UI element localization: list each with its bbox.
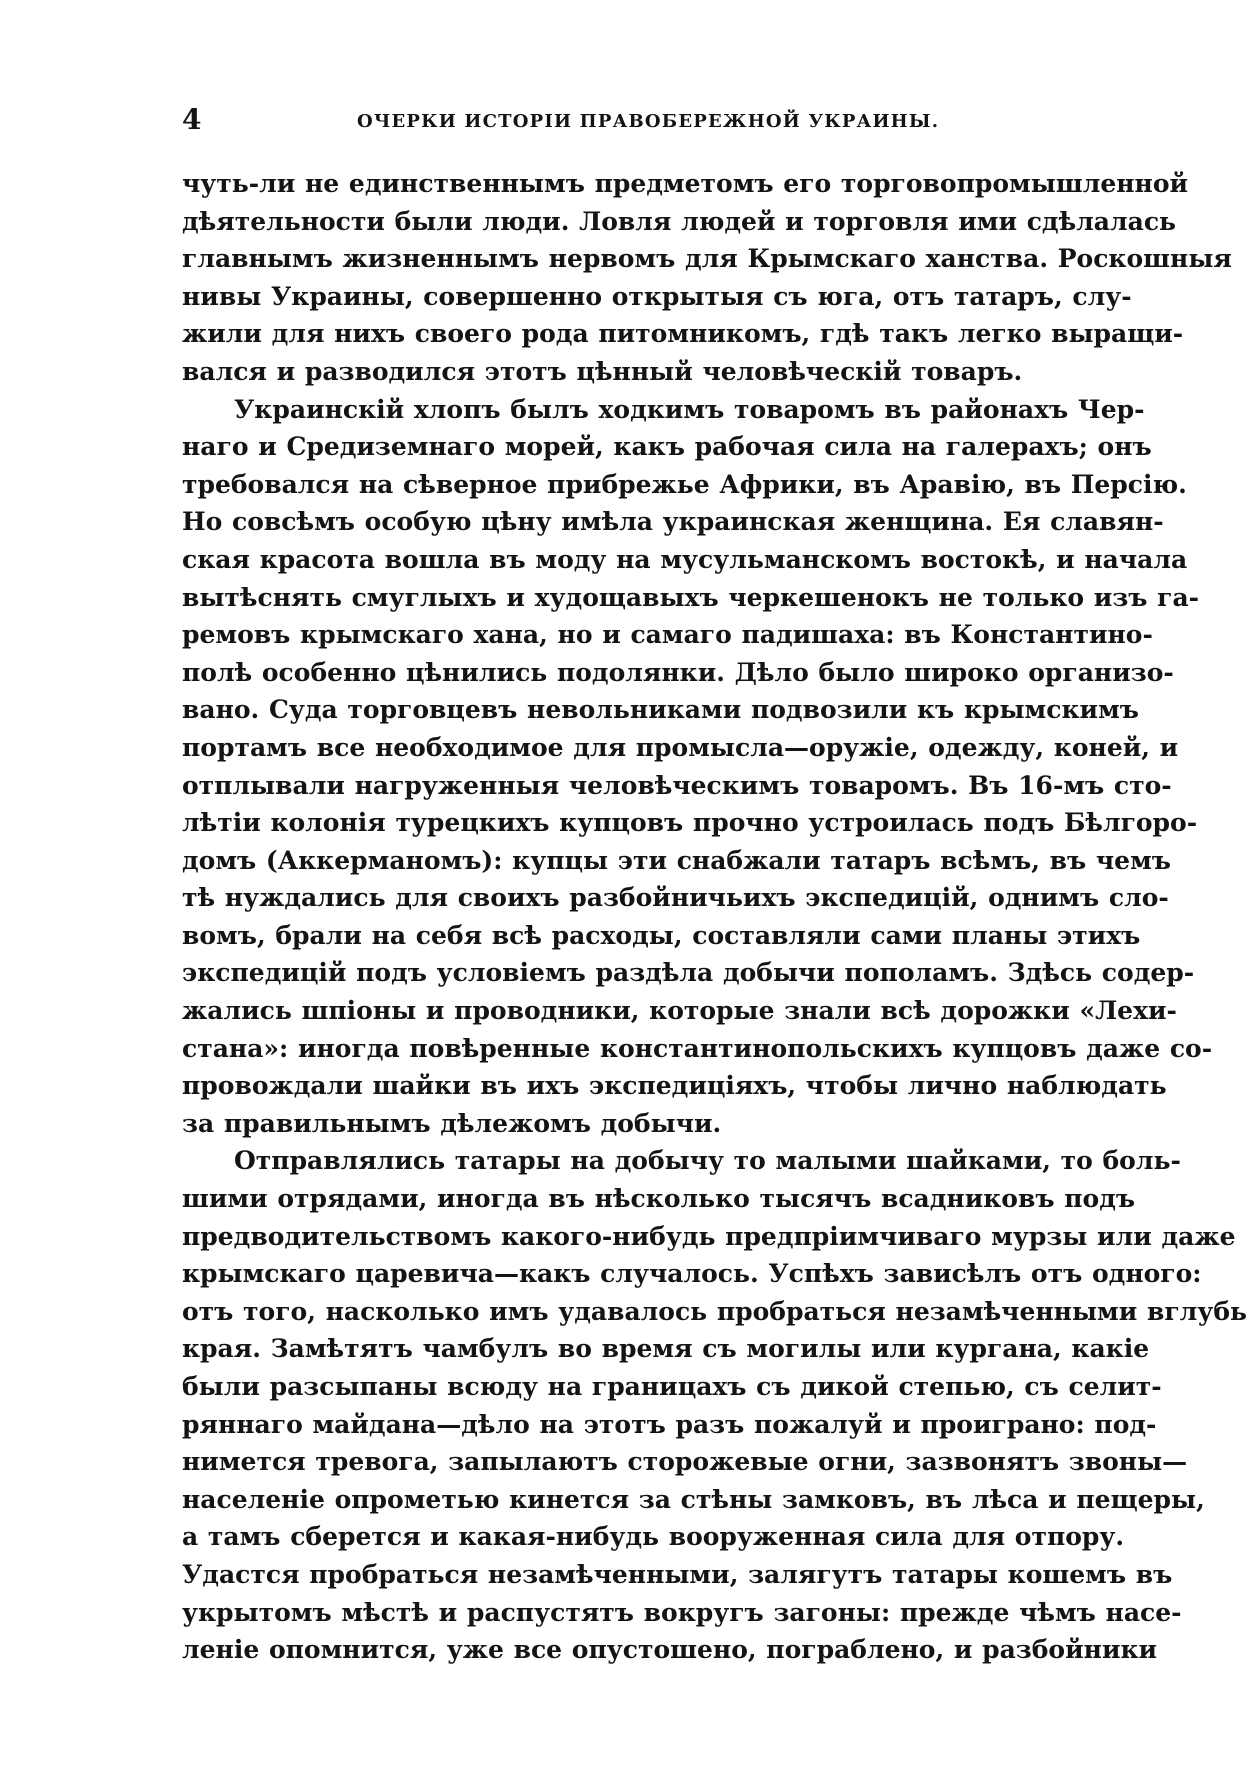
- text-line: нимется тревога, запылаютъ сторожевые огни, зазвонятъ звоны—: [182, 1447, 1188, 1477]
- text-line: укрытомъ мѣстѣ и распустятъ вокругъ загоны: прежде чѣмъ насе-: [182, 1597, 1182, 1627]
- paragraph: [182, 391, 1213, 1143]
- page-header: [182, 100, 1082, 140]
- text-line: предводительствомъ какого-нибудь предпріимчиваго мурзы или даже: [182, 1221, 1236, 1251]
- text-line: чуть-ли не единственнымъ предметомъ его торговопромышленной: [182, 169, 1189, 198]
- text-line: ремовъ крымскаго хана, но и самаго падишаха: въ Константино-: [182, 620, 1153, 650]
- text-line: требовался на сѣверное прибрежье Африки, въ Аравію, въ Персію.: [182, 469, 1187, 499]
- text-line: отъ того, насколько имъ удавалось пробраться незамѣченными вглубь: [182, 1296, 1247, 1326]
- text-body: [182, 165, 1247, 1669]
- text-line: были разсыпаны всюду на границахъ съ дикой степью, съ селит-: [182, 1372, 1162, 1401]
- text-line: наго и Средиземнаго морей, какъ рабочая сила на галерахъ; онъ: [182, 432, 1152, 462]
- text-line: полѣ особенно цѣнились подолянки. Дѣло было широко организо-: [182, 657, 1174, 687]
- text-line: провождали шайки въ ихъ экспедиціяхъ, чтобы лично наблюдать: [182, 1071, 1167, 1101]
- text-line: лѣтіи колонія турецкихъ купцовъ прочно устроилась подъ Бѣлгоро-: [182, 808, 1198, 838]
- paragraph: [182, 165, 1232, 391]
- text-line: Украинскій хлопъ былъ ходкимъ товаромъ въ районахъ Чер-: [234, 394, 1145, 424]
- text-line: за правильнымъ дѣлежомъ добычи.: [182, 1108, 722, 1138]
- text-line: Удастся пробраться незамѣченными, залягутъ татары кошемъ въ: [182, 1559, 1173, 1589]
- page-number: 4: [182, 103, 202, 136]
- text-line: Но совсѣмъ особую цѣну имѣла украинская женщина. Ея славян-: [182, 507, 1164, 537]
- text-line: края. Замѣтятъ чамбулъ во время съ могилы или кургана, какіе: [182, 1334, 1150, 1364]
- text-line: ская красота вошла въ моду на мусульманскомъ востокѣ, и начала: [182, 544, 1188, 574]
- text-line: портамъ все необходимое для промысла—оружіе, одежду, коней, и: [182, 732, 1179, 762]
- text-line: дѣятельности были люди. Ловля людей и торговля ими сдѣлалась: [182, 206, 1177, 236]
- text-line: экспедицій подъ условіемъ раздѣла добычи пополамъ. Здѣсь содер-: [182, 958, 1195, 988]
- text-line: а тамъ сберется и какая-нибудь вооруженная сила для отпору.: [182, 1522, 1125, 1552]
- text-line: леніе опомнится, уже все опустошено, пограблено, и разбойники: [182, 1635, 1158, 1665]
- text-line: вытѣснять смуглыхъ и худощавыхъ черкешенокъ не только изъ га-: [182, 582, 1200, 612]
- text-line: жили для нихъ своего рода питомникомъ, гдѣ такъ легко выращи-: [182, 319, 1184, 349]
- text-line: нивы Украины, совершенно открытыя съ юга, отъ татаръ, слу-: [182, 281, 1132, 311]
- text-line: крымскаго царевича—какъ случалось. Успѣхъ зависѣлъ отъ одного:: [182, 1259, 1202, 1289]
- text-line: домъ (Аккерманомъ): купцы эти снабжали татаръ всѣмъ, въ чемъ: [182, 845, 1171, 875]
- text-line: главнымъ жизненнымъ нервомъ для Крымскаго ханства. Роскошныя: [182, 244, 1232, 274]
- text-line: шими отрядами, иногда въ нѣсколько тысячъ всадниковъ подъ: [182, 1184, 1136, 1214]
- running-title: ОЧЕРКИ ИСТОРІИ ПРАВОБЕРЕЖНОЙ УКРАИНЫ.: [357, 111, 940, 132]
- text-line: населеніе опрометью кинется за стѣны замковъ, въ лѣса и пещеры,: [182, 1484, 1205, 1514]
- text-line: отплывали нагруженныя человѣческимъ товаромъ. Въ 16-мъ сто-: [182, 770, 1172, 800]
- text-line: стана»: иногда повѣренные константинопольскихъ купцовъ даже со-: [182, 1033, 1213, 1063]
- text-line: жались шпіоны и проводники, которые знали всѣ дорожки «Лехи-: [182, 996, 1177, 1026]
- text-line: тѣ нуждались для своихъ разбойничьихъ экспедицій, однимъ сло-: [182, 883, 1169, 913]
- text-line: вомъ, брали на себя всѣ расходы, составляли сами планы этихъ: [182, 920, 1141, 950]
- text-line: Отправлялись татары на добычу то малыми шайками, то боль-: [234, 1146, 1181, 1176]
- text-line: вался и разводился этотъ цѣнный человѣческій товаръ.: [182, 356, 1023, 386]
- paragraph: [182, 1142, 1247, 1668]
- text-line: вано. Суда торговцевъ невольниками подвозили къ крымскимъ: [182, 695, 1139, 725]
- text-line: ряннаго майдана—дѣло на этотъ разъ пожалуй и проиграно: под-: [182, 1409, 1157, 1439]
